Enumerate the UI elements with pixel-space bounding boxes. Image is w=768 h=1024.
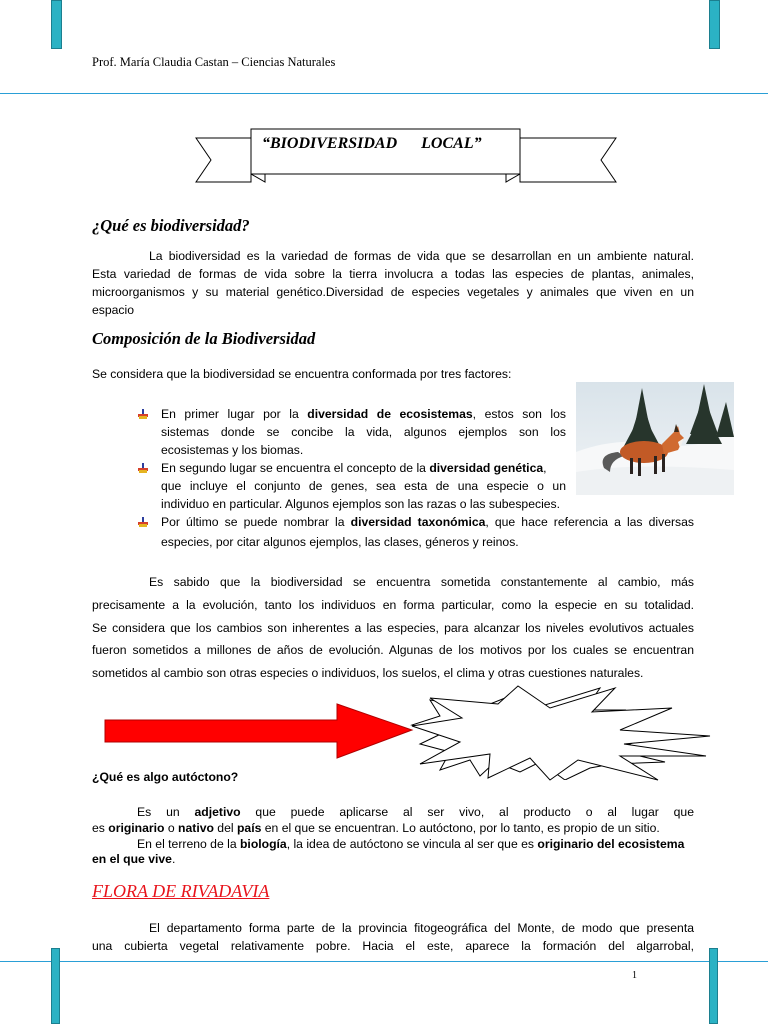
heading-que-es-biodiversidad: ¿Qué es biodiversidad? — [92, 216, 250, 235]
banner-title: “BIODIVERSIDAD LOCAL” — [262, 135, 482, 152]
bullet3-line1: Por último se puede nombrar la diversidad taxonómica, que hace referencia a las diversas — [161, 515, 694, 529]
para3-line5: sometidos al cambio son otras especies o individuos, los suelos, el clima y otras cuestiones naturales. — [92, 666, 644, 680]
title-ribbon — [0, 0, 768, 200]
para1-line3: microorganismos y su material genético.Diversidad de especies vegetales y animales que viven en un — [92, 285, 694, 299]
para3-line1: Es sabido que la biodiversidad se encuentra sometida constantemente al cambio, más — [149, 575, 694, 589]
para3-line4: fueron sometidos a millones de años de evolución. Algunas de los motivos por los cuales se encuentran — [92, 643, 694, 657]
section4-line1: Es un adjetivo que puede aplicarse al ser vivo, al producto o al lugar que — [137, 805, 694, 819]
para5-line1: El departamento forma parte de la provincia fitogeográfica del Monte, de modo que presenta — [149, 921, 694, 935]
bullet-icon — [138, 409, 148, 419]
para3-line3: Se considera que los cambios son inherentes a las especies, para alcanzar los niveles evolutivos actuales — [92, 621, 694, 635]
footer-tab-right — [709, 948, 718, 1024]
page-number: 1 — [632, 970, 637, 981]
bullet2-line1: En segundo lugar se encuentra el concepto de la diversidad genética, — [161, 461, 547, 475]
section4-line3: En el terreno de la biología, la idea de autóctono se vincula al ser que es originario del ecosistema — [137, 837, 685, 851]
bullet2-line3: individuo en particular. Algunos ejemplos son las razas o las subespecies. — [161, 497, 561, 511]
section2-intro: Se considera que la biodiversidad se encuentra conformada por tres factores: — [92, 367, 512, 381]
bullet1-line2: sistemas donde se concibe la vida, algunos ejemplos son los — [161, 425, 566, 439]
para3-line2: precisamente a la evolución, tanto los individuos en forma particular, como la especie en su totalidad. — [92, 598, 694, 612]
bullet1-line1: En primer lugar por la diversidad de ecosistemas, estos son los — [161, 407, 566, 421]
header-text: Prof. María Claudia Castan – Ciencias Naturales — [92, 55, 336, 69]
para5-line2: una cubierta vegetal relativamente pobre. Hacia el este, aparece la formación del algarrobal, — [92, 939, 694, 953]
fox-photo — [576, 382, 734, 495]
starburst-outline — [410, 684, 730, 784]
bullet-icon — [138, 463, 148, 473]
footer-rule — [0, 961, 768, 962]
heading-composicion: Composición de la Biodiversidad — [92, 329, 316, 348]
bullet-icon — [138, 517, 148, 527]
para1-line4: espacio — [92, 303, 135, 317]
para1-line1: La biodiversidad es la variedad de formas de vida que se desarrollan en un ambiente natural. — [149, 249, 694, 263]
red-arrow — [105, 704, 412, 758]
footer-tab-left — [51, 948, 60, 1024]
heading-autoctono: ¿Qué es algo autóctono? — [92, 770, 239, 784]
section4-line4: en el que vive. — [92, 852, 176, 866]
para1-line2: Esta variedad de formas de vida sobre la tierra involucra a todas las especies de plantas, animales, — [92, 267, 694, 281]
heading-flora: FLORA DE RIVADAVIA — [92, 881, 270, 901]
bullet2-line2: que incluye el conjunto de genes, sea esta de una especie o un — [161, 479, 566, 493]
bullet1-line3: ecosistemas y los biomas. — [161, 443, 304, 457]
bullet3-line2: especies, por citar algunos ejemplos, las clases, géneros y reinos. — [161, 535, 519, 549]
section4-line2: es originario o nativo del país en el que se encuentran. Lo autóctono, por lo tanto, es propio de un sitio. — [92, 821, 660, 835]
